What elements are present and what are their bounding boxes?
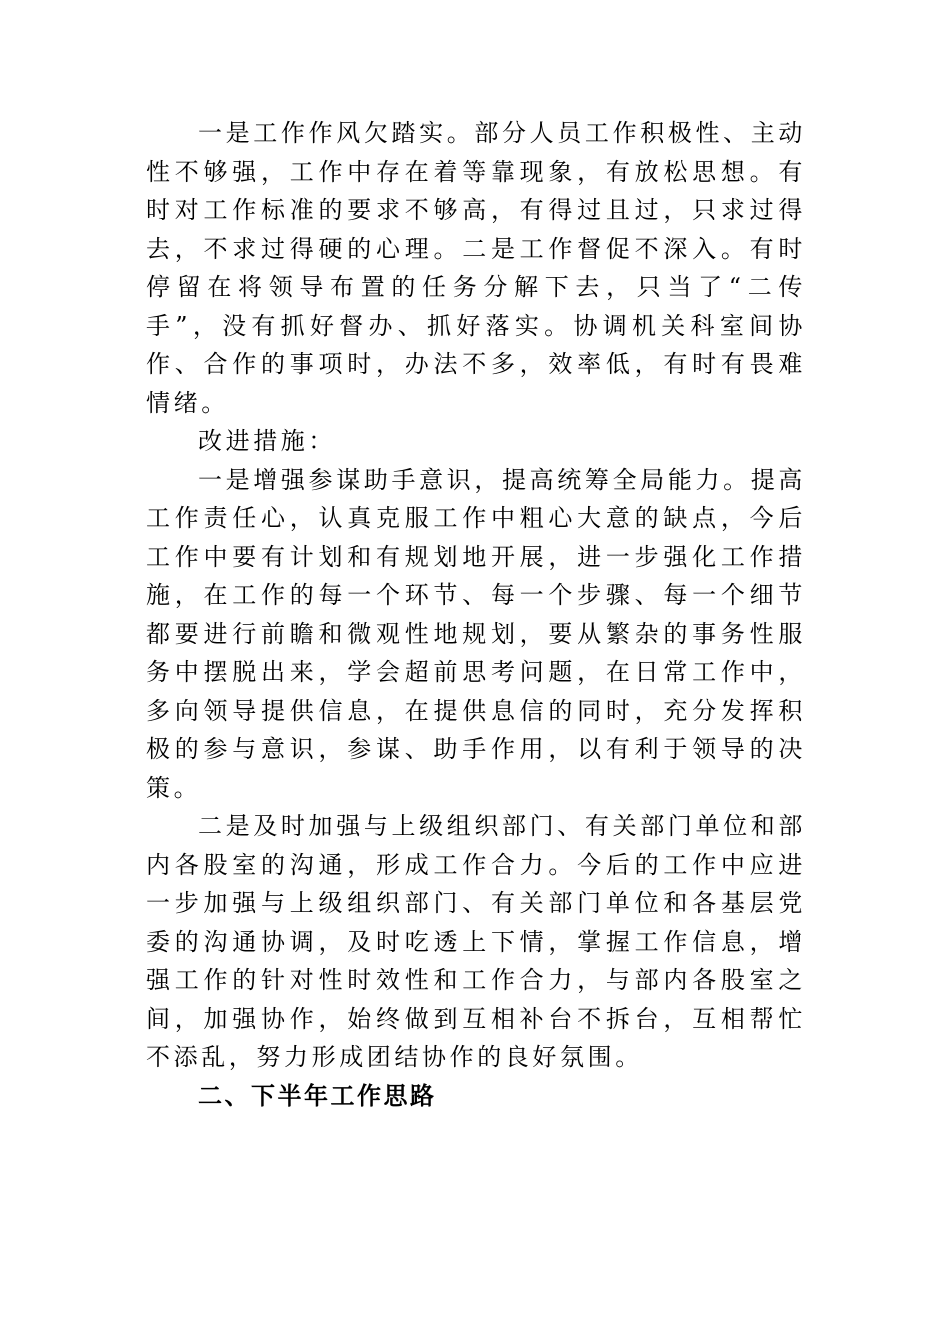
paragraph-measure-two: 二是及时加强与上级组织部门、有关部门单位和部内各股室的沟通，形成工作合力。今后的工作中应进一步加强与上级组织部门、有关部门单位和各基层党委的沟通协调，及时吃透上下情，掌握工作信息，增强工作的针对性时效性和工作合力，与部内各股室之间，加强协作，始终做到互相补台不拆台，互相帮忙不添乱，努力形成团结协作的良好氛围。 <box>146 812 806 1071</box>
paragraph-improvement-measures-label: 改进措施： <box>198 427 336 455</box>
paragraph-work-style-issues: 一是工作作风欠踏实。部分人员工作积极性、主动性不够强，工作中存在着等靠现象，有放松思想。有时对工作标准的要求不够高，有得过且过，只求过得去，不求过得硬的心理。二是工作督促不深入。有时停留在将领导布置的任务分解下去，只当了“二传手”，没有抓好督办、抓好落实。协调机关科室间协作、合作的事项时，办法不多，效率低，有时有畏难情绪。 <box>146 119 806 417</box>
paragraph-measure-one: 一是增强参谋助手意识，提高统筹全局能力。提高工作责任心，认真克服工作中粗心大意的缺点，今后工作中要有计划和有规划地开展，进一步强化工作措施，在工作的每一个环节、每一个步骤、每一个细节都要进行前瞻和微观性地规划，要从繁杂的事务性服务中摆脱出来，学会超前思考问题，在日常工作中，多向领导提供信息，在提供息信的同时，充分发挥积极的参与意识，参谋、助手作用，以有利于领导的决策。 <box>146 465 806 802</box>
section-heading: 二、下半年工作思路 <box>198 1081 437 1110</box>
document-body <box>146 114 806 1115</box>
